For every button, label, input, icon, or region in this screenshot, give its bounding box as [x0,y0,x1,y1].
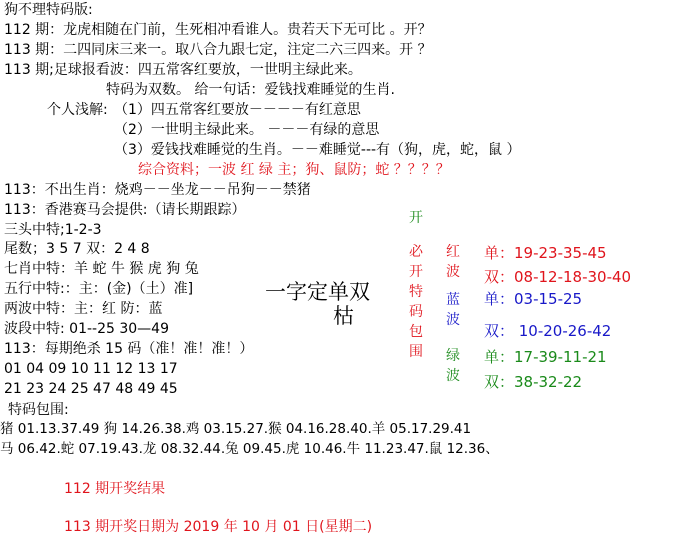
red-double: 双：08-12-18-30-40 [484,268,632,286]
green-double: 双：38-32-22 [484,373,583,391]
five-elements: 五行中特:：主：(金)（土）准] [4,281,194,297]
line-113-b: 113 期;足球报看波：四五常客红要放，一世明主绿此来。 [4,62,362,78]
single-char-line-1: 一字定单双 [265,280,370,304]
interpretation-label: 个人浅解: [47,102,108,118]
tail-numbers: 尾数；3 5 7 双：2 4 8 [4,241,150,257]
green-wave-label: 绿波 [446,348,460,384]
green-single: 单：17-39-11-21 [484,348,607,366]
interpretation-item-2: （2）一世明主绿此来。 －－－有绿的意思 [114,122,380,138]
wave-segment: 波段中特: 01--25 30—49 [4,321,169,337]
blue-single: 单：03-15-25 [484,290,583,308]
summary-line: 综合资料；一波 红 绿 主；狗、鼠防；蛇 ？？？？ [138,162,450,178]
red-single: 单：19-23-35-45 [484,244,607,262]
kill-row-1: 01 04 09 10 11 12 13 17 [4,361,178,377]
kill-row-2: 21 23 24 25 47 48 49 45 [4,381,178,397]
head-three: 三头中特;1-2-3 [4,222,102,238]
two-waves: 两波中特：主：红 防：蓝 [4,301,163,317]
parity-line: 特码为双数。 给一句话：爱钱找难睡觉的生肖. [106,82,395,98]
hk-source: 113：香港赛马会提供:（请长期跟踪） [4,202,246,218]
single-char-line-2: 枯 [333,304,354,328]
blue-wave-label: 蓝波 [446,292,460,328]
interpretation-item-3: （3）爱钱找难睡觉的生肖。－－难睡觉---有（狗，虎，蛇，鼠 ） [114,142,521,158]
red-wave-label: 红波 [446,244,460,280]
must-open-column: 必开特码包围 [409,244,423,360]
seven-zodiac: 七肖中特：羊 蛇 牛 猴 虎 狗 兔 [4,261,199,277]
interpretation-item-1: （1）四五常客红要放－－－－有红意思 [114,102,361,118]
result-112: 112 期开奖结果 [64,481,166,497]
header-title: 狗不理特码版: [4,2,93,18]
line-113-a: 113 期：二四同床三来一。取八合九跟七定，注定二六三四来。开 ？ [4,42,432,58]
no-out-zodiac: 113：不出生肖：烧鸡－－坐龙－－吊狗－－禁猪 [4,182,311,198]
line-112: 112 期：龙虎相随在门前，生死相冲看谁人。贵若天下无可比 。开？ [4,22,432,38]
surround-title: 特码包围: [8,402,69,418]
date-113: 113 期开奖日期为 2019 年 10 月 01 日(星期二) [64,519,373,535]
surround-row-2: 马 06.42.蛇 07.19.43.龙 08.32.44.兔 09.45.虎 10.46.牛 11.23.47.鼠 12.36、 [0,441,499,457]
open-label: 开 [409,210,423,226]
blue-double: 双： 10-20-26-42 [484,322,612,340]
kill-title: 113：每期绝杀 15 码（准！准！准！） [4,341,254,357]
surround-row-1: 猪 01.13.37.49 狗 14.26.38.鸡 03.15.27.猴 04.16.28.40.羊 05.17.29.41 [0,421,472,437]
